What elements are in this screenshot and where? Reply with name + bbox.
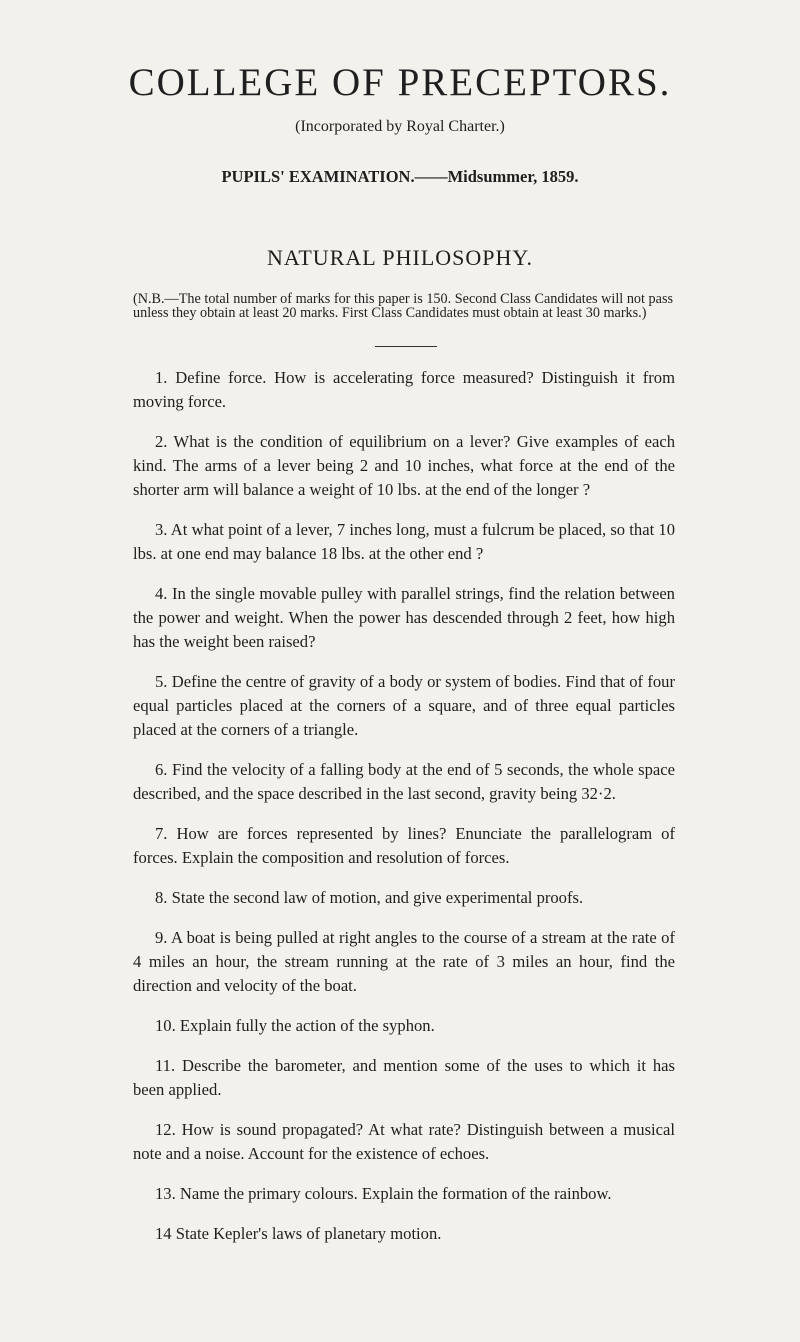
- question-number: 11.: [155, 1056, 176, 1075]
- question-number: 6.: [155, 760, 168, 779]
- question-number: 12.: [155, 1120, 176, 1139]
- question-item: [133, 1118, 675, 1166]
- marks-note: (N.B.—The total number of marks for this paper is 150. Second Class Candidates will not pass unless they obtain at least 20 marks. First Class Candidates must obtain at least 30 marks.): [133, 291, 673, 321]
- question-text: In the single movable pulley with parallel strings, find the relation between the power and weight. When the power has descended through 2 feet, how high has the weight been raised?: [133, 584, 675, 651]
- question-number: 14: [155, 1224, 172, 1243]
- question-text: Define the centre of gravity of a body or system of bodies. Find that of four equal particles placed at the corners of a square, and of three equal particles placed at the corners of a triangle.: [133, 672, 675, 739]
- question-item: [133, 1014, 675, 1038]
- question-text: Define force. How is accelerating force measured? Distinguish it from moving force.: [133, 368, 675, 411]
- question-text: How is sound propagated? At what rate? Distinguish between a musical note and a noise. Account for the existence of echoes.: [133, 1120, 675, 1163]
- question-text: State the second law of motion, and give experimental proofs.: [171, 888, 584, 907]
- question-text: Name the primary colours. Explain the formation of the rainbow.: [179, 1184, 612, 1203]
- question-text: How are forces represented by lines? Enunciate the parallelogram of forces. Explain the composition and resolution of forces.: [133, 824, 675, 867]
- question-number: 4.: [155, 584, 168, 603]
- college-title: COLLEGE OF PRECEPTORS.: [128, 61, 672, 104]
- question-number: 8.: [155, 888, 168, 907]
- question-item: [133, 758, 675, 806]
- question-text: Explain fully the action of the syphon.: [179, 1016, 435, 1035]
- question-item: [133, 1182, 675, 1206]
- question-text: State Kepler's laws of planetary motion.: [175, 1224, 442, 1243]
- question-item: [133, 670, 675, 742]
- question-number: 10.: [155, 1016, 176, 1035]
- question-item: [133, 582, 675, 654]
- question-item: [133, 1222, 675, 1246]
- question-text: Find the velocity of a falling body at the end of 5 seconds, the whole space described, and the space described in the last second, gravity being 32·2.: [133, 760, 675, 803]
- question-number: 7.: [155, 824, 168, 843]
- question-number: 9.: [155, 928, 168, 947]
- question-number: 1.: [155, 368, 168, 387]
- subject-title: NATURAL PHILOSOPHY.: [267, 245, 533, 270]
- question-item: [133, 926, 675, 998]
- question-item: [133, 366, 675, 414]
- question-number: 13.: [155, 1184, 176, 1203]
- question-text: What is the condition of equilibrium on a lever? Give examples of each kind. The arms of a lever being 2 and 10 inches, what force at the end of the shorter arm will balance a weight of 10 lbs. at the end of the longer ?: [133, 432, 675, 499]
- question-number: 3.: [155, 520, 168, 539]
- question-item: [133, 886, 675, 910]
- question-text: At what point of a lever, 7 inches long, must a fulcrum be placed, so that 10 lbs. at one end may balance 18 lbs. at the other end ?: [133, 520, 676, 563]
- question-text: A boat is being pulled at right angles to the course of a stream at the rate of 4 miles an hour, the stream running at the rate of 3 miles an hour, find the direction and velocity of the boat.: [133, 928, 675, 995]
- charter-subtitle: (Incorporated by Royal Charter.): [295, 118, 505, 135]
- question-number: 5.: [155, 672, 168, 691]
- question-list: [133, 366, 675, 1262]
- question-number: 2.: [155, 432, 168, 451]
- question-text: Describe the barometer, and mention some of the uses to which it has been applied.: [133, 1056, 676, 1099]
- question-item: [133, 1054, 675, 1102]
- exam-heading: PUPILS' EXAMINATION.——Midsummer, 1859.: [221, 167, 579, 186]
- question-item: [133, 518, 675, 566]
- question-item: [133, 822, 675, 870]
- question-item: [133, 430, 675, 502]
- divider: [375, 346, 437, 347]
